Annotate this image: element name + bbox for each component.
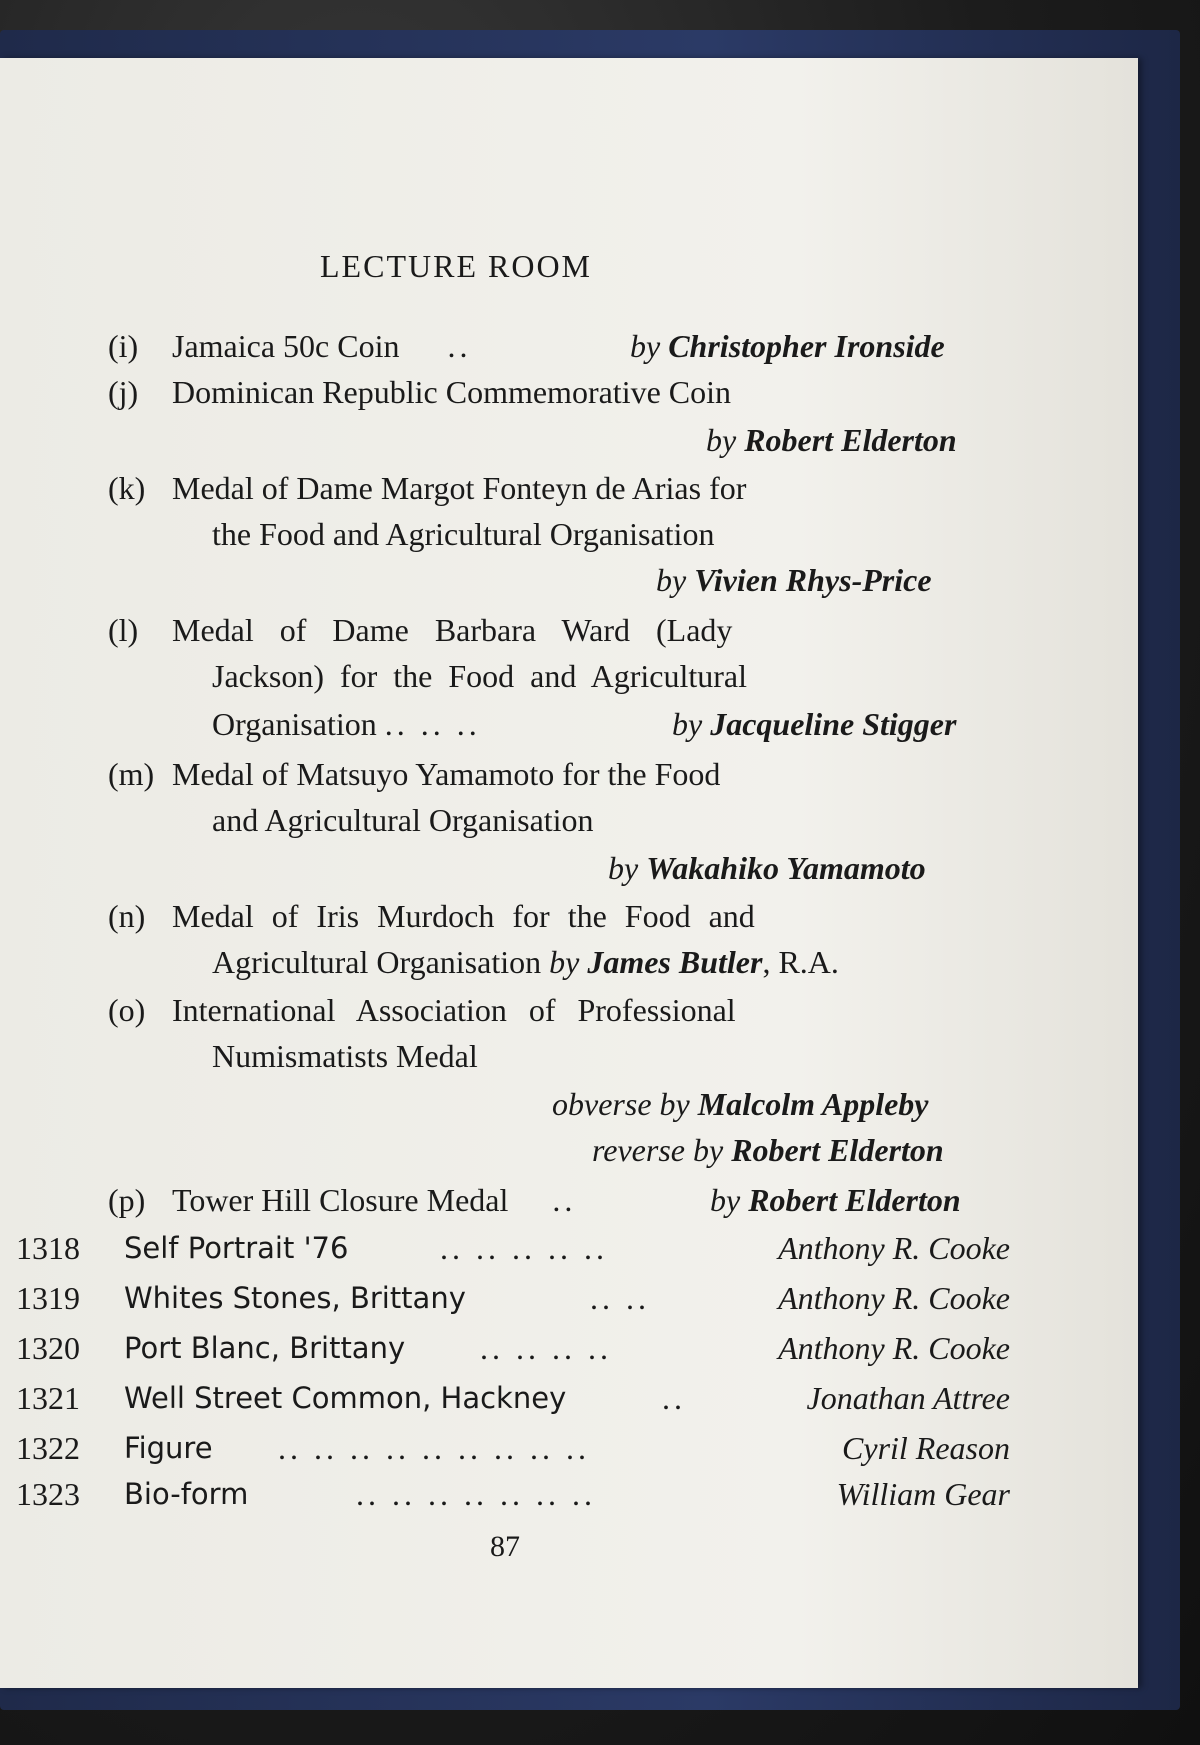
item-p: (p) Tower Hill Closure Medal ..	[108, 1182, 577, 1218]
item-o-obverse: obverse by Malcolm Appleby	[552, 1086, 929, 1122]
item-l-credit: by Jacqueline Stigger	[672, 706, 957, 742]
item-j: (j) Dominican Republic Commemorative Coin	[108, 374, 732, 410]
item-o-cont: Numismatists Medal	[212, 1038, 478, 1074]
item-m-cont: and Agricultural Organisation	[212, 802, 594, 838]
page-number: 87	[490, 1530, 520, 1563]
leader-dots: ..	[447, 328, 472, 364]
item-m: (m) Medal of Matsuyo Yamamoto for the Food	[108, 756, 721, 792]
book-page: LECTURE ROOM (i) Jamaica 50c Coin .. by Christopher Ironside (j) Dominican Republic Commemorative Coin by Robert Elderton (k) Medal of Dame Margot Fonteyn de Arias for the Food and Agricultural Organisation by Vivien Rhys-Price (l) Medal of Dame Barbara Ward (Lady Jackson) for the Food and Agricultural Organisation .. .. .. by Jacqueline Stigger (m) Medal of Matsuyo Yamamoto for the Food and Agricultural Organisation by Wakahiko Yamamoto (n) Medal of Iris Murdoch for the Food and Agricultural Organisation by James Butler, R.A. (o) International Association of Professional Numismatists Medal obverse by Malcolm Appleby reverse by Robert Elderton (p) Tower Hill Closure Medal .. by Robert Elderton 1318 Self Portrait '76 .. .. .. .. .. Anthony R. Cooke 1319 Whites Stones, Brittany .. .. Anthony R. Cooke 1320 Port Blanc, Brittany .. .. .. .. Anthony R. Cooke 1321 Well Street Common, Hackney .. Jonathan Attree 1322 Figure .. .. .. .. .. .. .. .. .. Cyril Reason 1323 Bio-form .. .. .. .. .. .. .. William Gear 87	[0, 58, 1138, 1688]
item-label: (i)	[108, 328, 139, 364]
item-k-cont: the Food and Agricultural Organisation	[212, 516, 715, 552]
item-m-credit: by Wakahiko Yamamoto	[608, 850, 926, 886]
item-k: (k) Medal of Dame Margot Fonteyn de Arias for	[108, 470, 747, 506]
item-j-credit: by Robert Elderton	[706, 422, 957, 458]
item-n: (n) Medal of Iris Murdoch for the Food and	[108, 898, 755, 934]
item-l: (l) Medal of Dame Barbara Ward (Lady	[108, 612, 733, 648]
item-l-cont2: Organisation .. .. ..	[212, 706, 481, 742]
artist-name: Christopher Ironside	[668, 328, 945, 364]
item-text: Jamaica 50c Coin	[172, 328, 400, 364]
item-o-reverse: reverse by Robert Elderton	[592, 1132, 944, 1168]
item-i-credit: by Christopher Ironside	[630, 328, 945, 364]
item-i	[108, 326, 471, 366]
item-o: (o) International Association of Professional	[108, 992, 736, 1028]
page-title: LECTURE ROOM	[320, 248, 592, 284]
item-p-credit: by Robert Elderton	[710, 1182, 961, 1218]
item-l-cont: Jackson) for the Food and Agricultural	[212, 658, 747, 694]
item-n-cont: Agricultural Organisation by James Butler, R.A.	[212, 944, 839, 980]
item-k-credit: by Vivien Rhys-Price	[656, 562, 932, 598]
